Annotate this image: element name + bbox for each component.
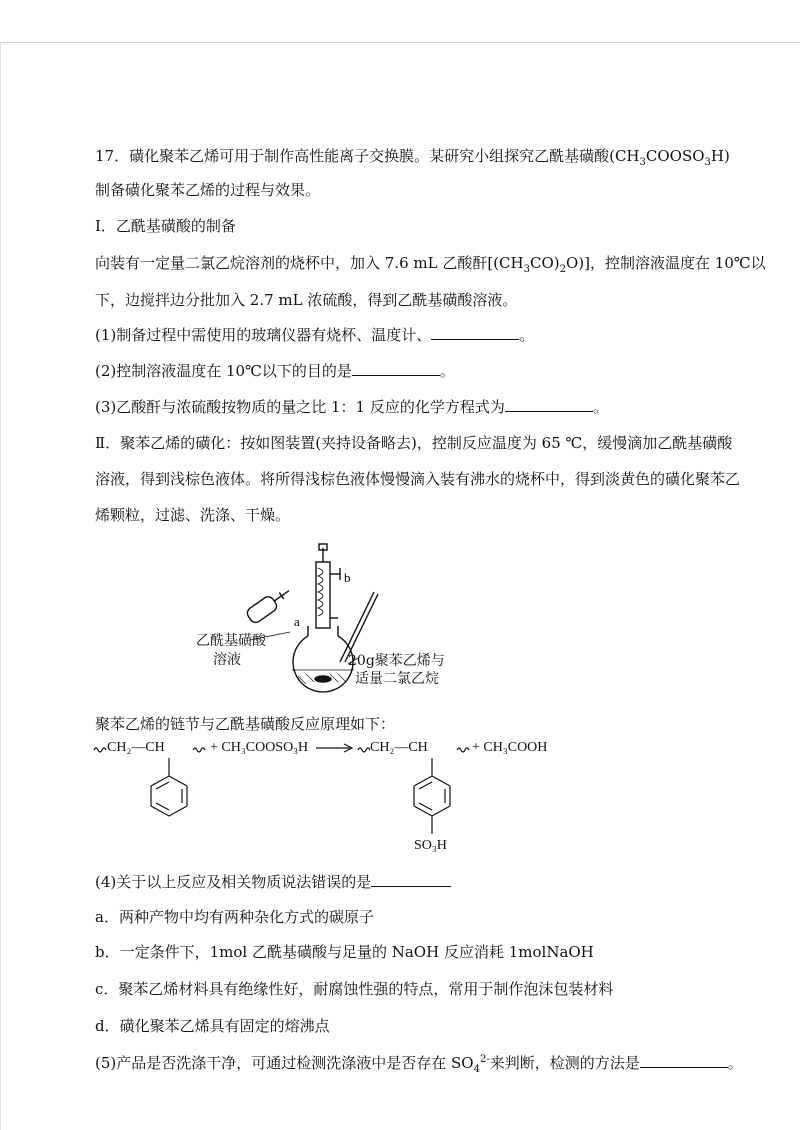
label-b: b bbox=[344, 570, 351, 585]
option-c: c．聚苯乙烯材料具有绝缘性好，耐腐蚀性强的特点，常用于制作泡沫包装材料 bbox=[95, 980, 614, 998]
reactant-chain: CH₂—CH bbox=[107, 740, 165, 755]
wavy-bond-1 bbox=[94, 748, 106, 752]
question-2: (2)控制溶液温度在 10℃以下的目的是 。 bbox=[95, 362, 455, 380]
answer-blank-3[interactable] bbox=[505, 397, 593, 412]
option-a: a．两种产物中均有两种杂化方式的碳原子 bbox=[95, 908, 374, 926]
reaction-intro: 聚苯乙烯的链节与乙酰基磺酸反应原理如下： bbox=[95, 715, 396, 733]
part2-line2: 溶液，得到浅棕色液体。将所得浅棕色液体慢慢滴入装有沸水的烧杯中，得到淡黄色的磺化聚苯乙 bbox=[95, 470, 741, 488]
part2-line3: 烯颗粒，过滤、洗涤、干燥。 bbox=[95, 506, 291, 524]
sulfonic-acid-group: SO₃H bbox=[414, 838, 447, 853]
figure-right-label-1: 20g聚苯乙烯与 bbox=[348, 653, 445, 669]
wavy-bond-3 bbox=[358, 748, 370, 752]
figure-right-label-2: 适量二氯乙烷 bbox=[355, 671, 439, 687]
flask bbox=[293, 636, 353, 692]
thermometer bbox=[340, 592, 374, 662]
product-chain: CH₂—CH bbox=[370, 740, 428, 755]
wavy-bond-4 bbox=[457, 748, 469, 752]
figure-left-label-1: 乙酰基磺酸 bbox=[196, 633, 266, 649]
wavy-bond-2 bbox=[193, 748, 205, 752]
option-b: b．一定条件下，1mol 乙酰基磺酸与足量的 NaOH 反应消耗 1molNaOH bbox=[95, 943, 594, 961]
label-a: a bbox=[294, 614, 300, 629]
question-5: (5)产品是否洗涤干净，可通过检测洗涤液中是否存在 $SO_4^{2-}$来判断，检测的方法是 。 bbox=[95, 1054, 743, 1075]
question-3: (3)乙酸酐与浓硫酸按物质的量之比 1：1 反应的化学方程式为 。 bbox=[95, 398, 608, 416]
question-intro-line2: 制备磺化聚苯乙烯的过程与效果。 bbox=[95, 181, 321, 199]
answer-blank-1[interactable] bbox=[431, 325, 519, 340]
part1-paragraph-line2: 下，边搅拌边分批加入 2.7 mL 浓硫酸，得到乙酰基磺酸溶液。 bbox=[95, 291, 518, 309]
figure-left-label-2: 溶液 bbox=[213, 652, 241, 668]
page-top-border bbox=[0, 42, 800, 43]
answer-blank-4[interactable] bbox=[371, 872, 451, 887]
part1-paragraph: 向装有一定量二氯乙烷溶剂的烧杯中，加入 7.6 mL 乙酸酐$[(CH_3CO)_2O)$]，控制溶液温度在 10℃以 bbox=[95, 254, 766, 275]
dropping-funnel bbox=[245, 594, 279, 624]
answer-blank-2[interactable] bbox=[352, 361, 440, 376]
question-intro: 17．磺化聚苯乙烯可用于制作高性能离子交换膜。某研究小组探究乙酰基磺酸$(CH_3COOSO_3H)$ bbox=[95, 147, 730, 168]
product-byproduct: + CH₃COOH bbox=[472, 740, 548, 755]
question-number: 17． bbox=[95, 147, 130, 165]
question-1: (1)制备过程中需使用的玻璃仪器有烧杯、温度计、 。 bbox=[95, 326, 535, 344]
part2-line1: Ⅱ．聚苯乙烯的磺化：按如图装置(夹持设备略去)，控制反应温度为 65 ℃，缓慢滴加乙酰基磺酸 bbox=[95, 434, 733, 452]
reactant-reagent: + CH₃COOSO₃H bbox=[210, 740, 309, 755]
part1-heading: Ⅰ．乙酰基磺酸的制备 bbox=[95, 217, 236, 235]
question-4: (4)关于以上反应及相关物质说法错误的是 bbox=[95, 872, 795, 892]
page-left-border bbox=[0, 42, 1, 1130]
option-d: d．磺化聚苯乙烯具有固定的熔沸点 bbox=[95, 1017, 330, 1035]
answer-blank-5[interactable] bbox=[640, 1053, 728, 1068]
